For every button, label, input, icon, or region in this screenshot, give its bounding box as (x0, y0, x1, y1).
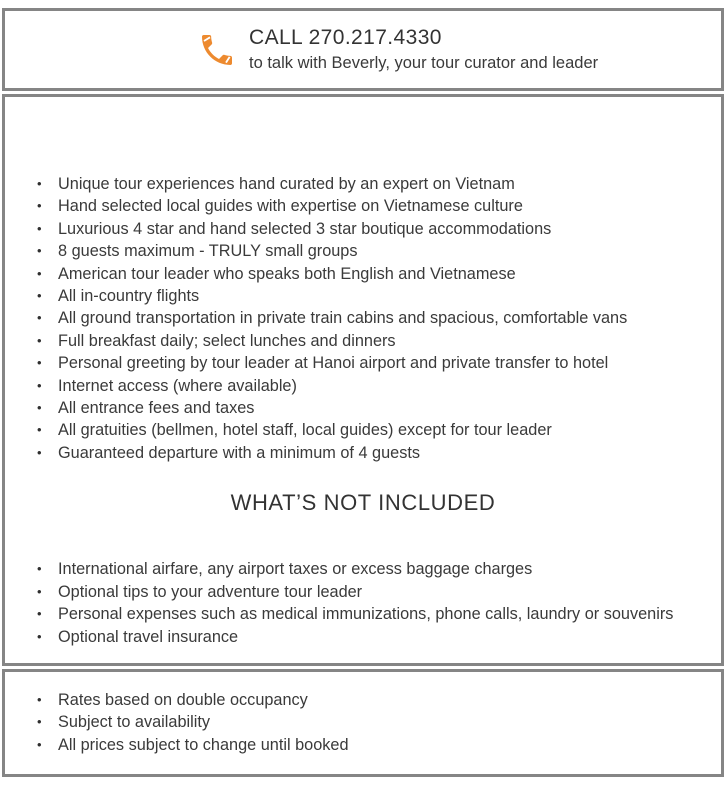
included-list (5, 173, 721, 464)
header-subtitle: to talk with Beverly, your tour curator and leader (249, 54, 599, 72)
included-list-item: • American tour leader who speaks both English and Vietnamese (5, 263, 721, 285)
included-list-item: • Guaranteed departure with a minimum of 4 guests (5, 442, 721, 464)
tour-info-page (0, 8, 726, 788)
included-list-item: • Personal greeting by tour leader at Hanoi airport and private transfer to hotel (5, 352, 721, 374)
rate-notes-list (5, 689, 721, 756)
call-header-box (2, 8, 724, 91)
not-included-list-item: • Optional travel insurance (5, 626, 721, 648)
not-included-list (5, 558, 721, 648)
included-list-item: • All entrance fees and taxes (5, 397, 721, 419)
rate-note-item: • All prices subject to change until booked (5, 734, 721, 756)
included-list-item: • 8 guests maximum - TRULY small groups (5, 240, 721, 262)
not-included-list-item: • Personal expenses such as medical immunizations, phone calls, laundry or souvenirs (5, 603, 721, 625)
included-list-item: • All ground transportation in private train cabins and spacious, comfortable vans (5, 307, 721, 329)
included-list-item: • Luxurious 4 star and hand selected 3 star boutique accommodations (5, 218, 721, 240)
included-list-item: • Full breakfast daily; select lunches and dinners (5, 330, 721, 352)
rate-note-item: • Rates based on double occupancy (5, 689, 721, 711)
call-phone-number: CALL 270.217.4330 (249, 26, 442, 49)
included-list-item: • Hand selected local guides with expertise on Vietnamese culture (5, 195, 721, 217)
whats-not-included-heading: WHAT’S NOT INCLUDED (230, 490, 496, 516)
included-list-item: • Internet access (where available) (5, 375, 721, 397)
included-list-item: • Unique tour experiences hand curated by an expert on Vietnam (5, 173, 721, 195)
not-included-list-item: • International airfare, any airport taxes or excess baggage charges (5, 558, 721, 580)
included-list-item: • All in-country flights (5, 285, 721, 307)
header-text-group (249, 25, 598, 74)
rate-note-item: • Subject to availability (5, 711, 721, 733)
included-list-item: • All gratuities (bellmen, hotel staff, local guides) except for tour leader (5, 419, 721, 441)
tour-details-box (2, 94, 724, 666)
not-included-list-item: • Optional tips to your adventure tour leader (5, 581, 721, 603)
rates-notes-box (2, 669, 724, 777)
phone-receiver-icon (197, 24, 237, 76)
